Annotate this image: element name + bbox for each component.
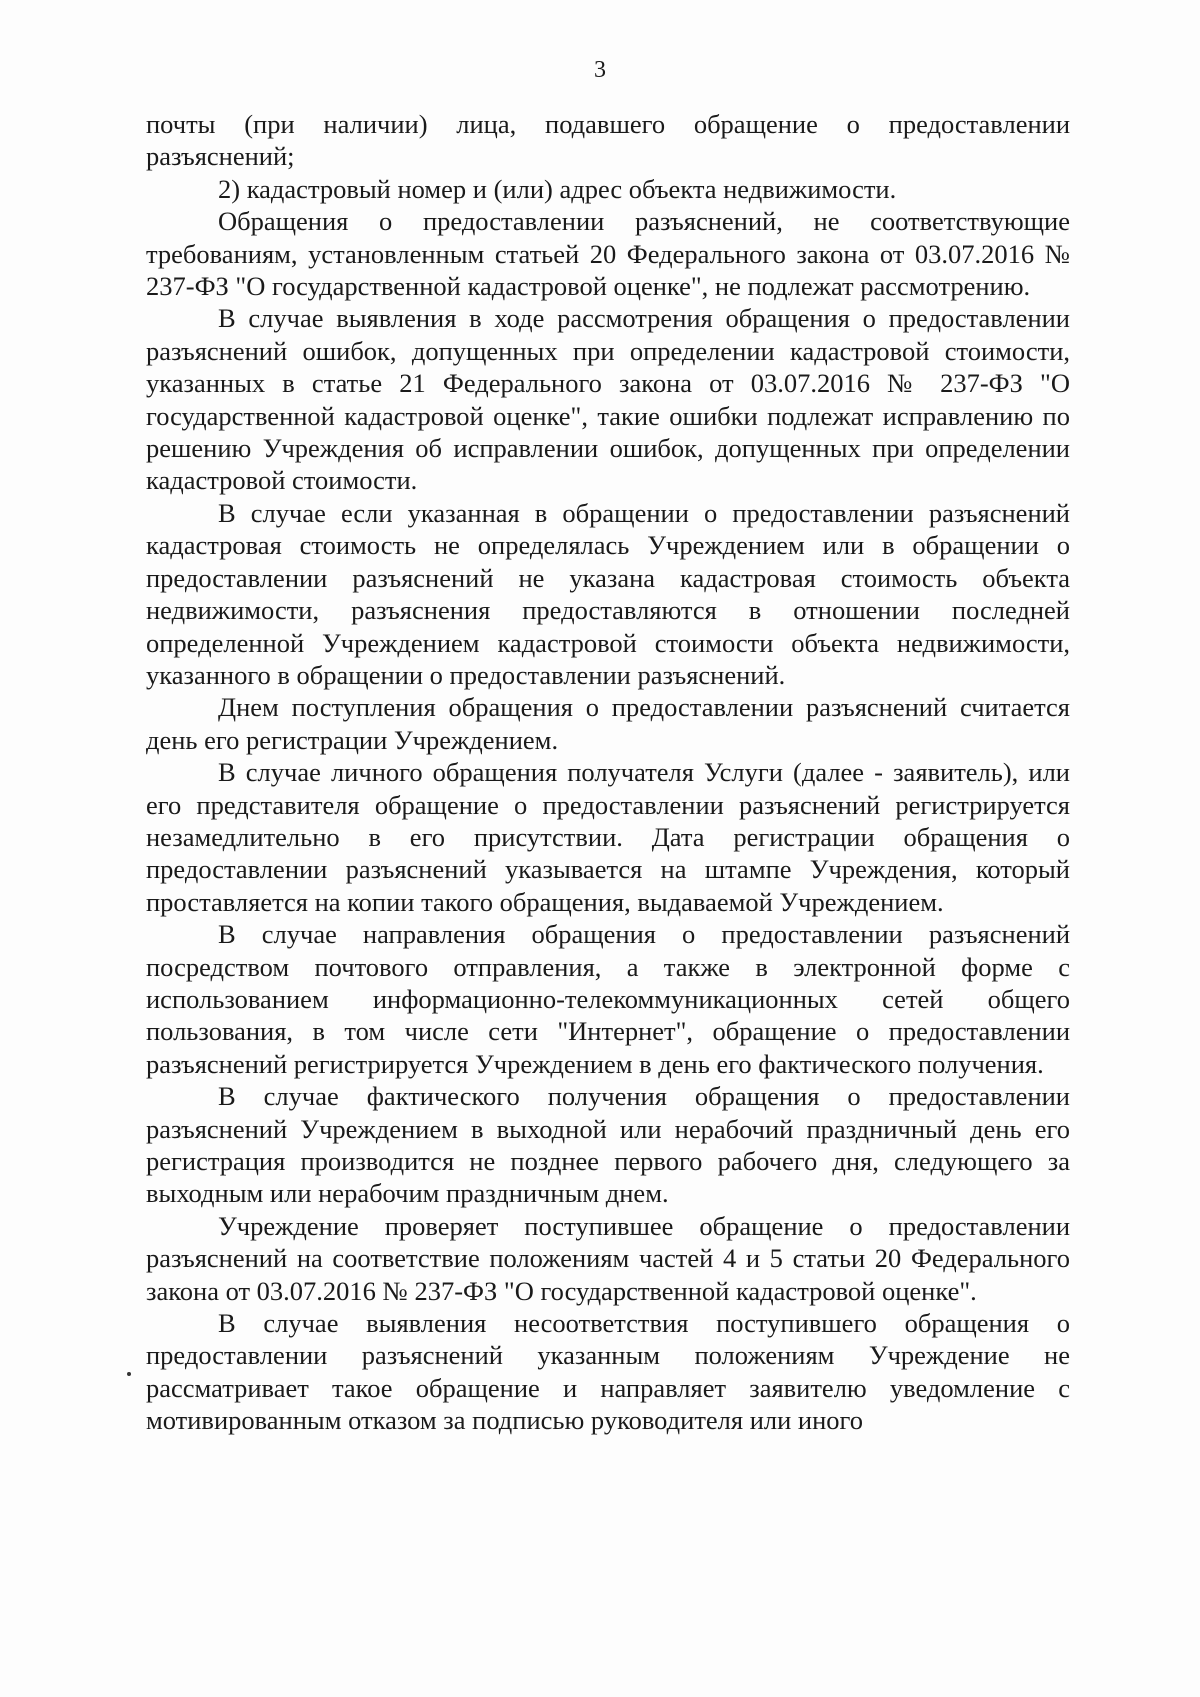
paragraph-continuation: почты (при наличии) лица, подавшего обращение о предоставлении разъяснений; (146, 109, 1070, 172)
paragraph-receipt-day: Днем поступления обращения о предоставлении разъяснений считается день его регистрации Учреждением. (146, 692, 1070, 755)
paragraph-errors: В случае выявления в ходе рассмотрения обращения о предоставлении разъяснений ошибок, допущенных при определении кадастровой стоимости, указанных в статье 21 Федерального закона от 03.07.2016 № 237-ФЗ "О государственной кадастровой оценке", такие ошибки подлежат исправлению по решению Учреждения об исправлении ошибок, допущенных при определении кадастровой стоимости. (146, 303, 1070, 496)
paragraph-verification: Учреждение проверяет поступившее обращение о предоставлении разъяснений на соответствие положениям частей 4 и 5 статьи 20 Федерального закона от 03.07.2016 № 237-ФЗ "О государственной кадастровой оценке". (146, 1210, 1070, 1306)
paragraph-personal-appeal: В случае личного обращения получателя Услуги (далее - заявитель), или его представителя обращение о предоставлении разъяснений регистрируется незамедлительно в его присутствии. Дата регистрации обращения о предоставлении разъяснений указывается на штампе Учреждения, который проставляется на копии такого обращения, выдаваемой Учреждением. (146, 757, 1070, 917)
paragraph-postal-electronic: В случае направления обращения о предоставлении разъяснений посредством почтового отправления, а также в электронной форме с использованием информационно-телекоммуникационных сетей общего пользования, в том числе сети "Интернет", обращение о предоставлении разъяснений регистрируется Учреждением в день его фактического получения. (146, 919, 1070, 1079)
paragraph-requirements: Обращения о предоставлении разъяснений, не соответствующие требованиям, установленным статьей 20 Федерального закона от 03.07.2016 № 237-ФЗ "О государственной кадастровой оценке", не подлежат рассмотрению. (146, 206, 1070, 302)
scan-speck (127, 1372, 131, 1376)
paragraph-last-value: В случае если указанная в обращении о предоставлении разъяснений кадастровая стоимость не определялась Учреждением или в обращении о предоставлении разъяснений не указана кадастровая стоимость объекта недвижимости, разъяснения предоставляются в отношении последней определенной Учреждением кадастровой стоимости объекта недвижимости, указанного в обращении о предоставлении разъяснений. (146, 497, 1070, 690)
paragraph-cadastral-number: 2) кадастровый номер и (или) адрес объекта недвижимости. (218, 173, 897, 204)
paragraph-holiday: В случае фактического получения обращения о предоставлении разъяснений Учреждением в выходной или нерабочий праздничный день его регистрация производится не позднее первого рабочего дня, следующего за выходным или нерабочим праздничным днем. (146, 1081, 1070, 1209)
page-number: 3 (594, 57, 606, 83)
document-body (146, 108, 1070, 1437)
paragraph-nonconformity: В случае выявления несоответствия поступившего обращения о предоставлении разъяснений указанным положениям Учреждение не рассматривает такое обращение и направляет заявителю уведомление с мотивированным отказом за подписью руководителя или иного (146, 1308, 1070, 1436)
